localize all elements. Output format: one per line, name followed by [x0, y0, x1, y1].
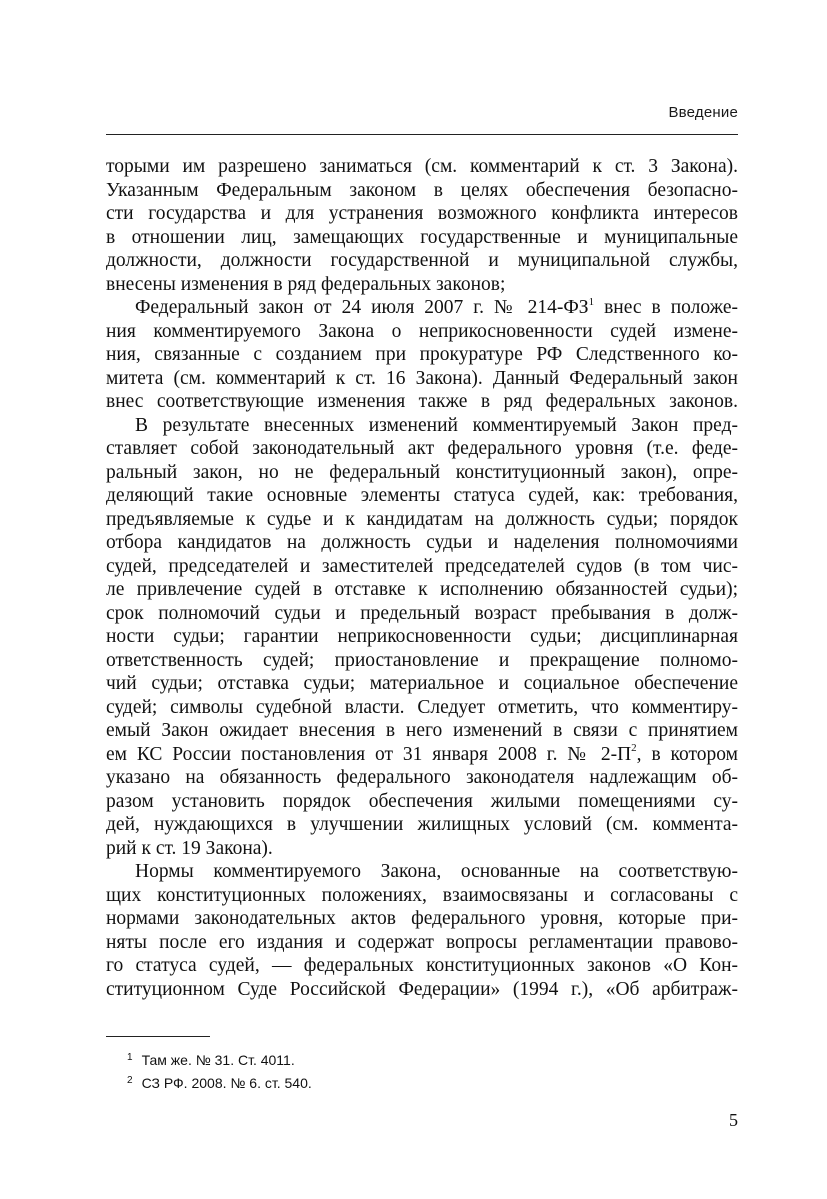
footnotes — [127, 1050, 312, 1096]
text-line: отбора кандидатов на должность судьи и наделения полномочиями — [106, 532, 738, 553]
text-line: разом установить порядок обеспечения жилыми помещениями су- — [106, 790, 738, 812]
text-line: го статуса судей, — федеральных конституционных законов «О Кон- — [106, 955, 738, 976]
text-line: нормами законодательных актов федерального уровня, которые при- — [106, 908, 738, 929]
text-line: сти государства и для устранения возможного конфликта интересов — [106, 203, 738, 224]
footnote-ref-1: 1 — [588, 295, 595, 308]
text-line: указано на обязанность федерального законодателя надлежащим об- — [106, 767, 738, 788]
text-fragment: ем КС России постановления от 31 января 2008 г. № 2-П — [106, 743, 632, 765]
footnote-number: 1 — [127, 1052, 133, 1063]
text-fragment: , в котором — [636, 743, 738, 765]
text-line: ставляет собой законодательный акт федерального уровня (т.е. феде- — [106, 438, 738, 459]
text-line-with-footnote — [106, 743, 738, 767]
text-fragment: Федеральный закон от 24 июля 2007 г. № 214-ФЗ — [135, 297, 589, 318]
footnote-text: Там же. № 31. Ст. 4011. — [141, 1052, 295, 1068]
footnote-number: 2 — [127, 1075, 133, 1086]
text-line: судей, председателей и заместителей председателей судов (в том чис- — [106, 555, 738, 577]
footnote-1 — [127, 1050, 312, 1073]
text-line: внесены изменения в ряд федеральных законов; — [106, 273, 506, 295]
footnote-text: СЗ РФ. 2008. № 6. ст. 540. — [141, 1075, 312, 1091]
text-line-with-footnote — [106, 296, 738, 320]
text-line: ности судьи; гарантии неприкосновенности судьи; дисциплинарная — [106, 626, 738, 647]
text-line: ния, связанные с созданием при прокуратуре РФ Следственного ко- — [106, 344, 738, 365]
text-line: предъявляемые к судье и к кандидатам на должность судьи; порядок — [106, 508, 738, 530]
text-line: чий судьи; отставка судьи; материальное и социальное обеспечение — [106, 673, 738, 694]
text-line: судей; символы судебной власти. Следует отметить, что комментиру- — [106, 696, 738, 718]
text-line: должности, должности государственной и муниципальной службы, — [106, 250, 738, 271]
paragraph-3 — [106, 414, 738, 861]
text-line: ституционном Суде Российской Федерации» (1994 г.), «Об арбитраж- — [106, 978, 738, 1000]
footnote-ref-2: 2 — [631, 742, 637, 754]
text-line: няты после его издания и содержат вопросы регламентации правово- — [106, 931, 738, 953]
footnote-2 — [127, 1073, 312, 1096]
text-line: ральный закон, но не федеральный конституционный закон), опре- — [106, 461, 738, 483]
running-header-title: Введение — [668, 104, 738, 121]
paragraph-1 — [106, 155, 738, 296]
text-fragment: внес в положе- — [594, 297, 738, 318]
text-line: ответственность судей; приостановление и прекращение полномо- — [106, 649, 738, 671]
body-text — [106, 155, 738, 1001]
text-line: митета (см. комментарий к ст. 16 Закона). Данный Федеральный закон — [106, 367, 738, 389]
text-line: рий к ст. 19 Закона). — [106, 837, 273, 859]
text-line: Указанным Федеральным законом в целях обеспечения безопасно- — [106, 179, 738, 201]
paragraph-2 — [106, 296, 738, 414]
page-number: 5 — [729, 1110, 738, 1130]
text-line: В результате внесенных изменений комментируемый Закон пред- — [135, 414, 738, 436]
text-line: в отношении лиц, замещающих государственные и муниципальные — [106, 226, 738, 248]
text-line: емый Закон ожидает внесения в него изменений в связи с принятием — [106, 720, 738, 741]
text-line: Нормы комментируемого Закона, основанные на соответствую- — [135, 861, 738, 882]
text-line: внес соответствующие изменения также в ряд федеральных законов. — [106, 391, 738, 412]
text-line: деляющий такие основные элементы статуса судей, как: требования, — [106, 485, 738, 506]
text-line: дей, нуждающихся в улучшении жилищных условий (см. коммента- — [106, 814, 738, 835]
text-line: щих конституционных положениях, взаимосвязаны и согласованы с — [106, 884, 738, 906]
text-line: ния комментируемого Закона о неприкосновенности судей измене- — [106, 320, 738, 342]
text-line: срок полномочий судьи и предельный возраст пребывания в долж- — [106, 602, 738, 624]
text-line: торыми им разрешено заниматься (см. комментарий к ст. 3 Закона). — [106, 156, 738, 177]
text-line: ле привлечение судей в отставке к исполнению обязанностей судьи); — [106, 579, 738, 600]
paragraph-4 — [106, 860, 738, 1001]
header-rule — [106, 134, 738, 135]
footnote-separator — [106, 1036, 210, 1037]
